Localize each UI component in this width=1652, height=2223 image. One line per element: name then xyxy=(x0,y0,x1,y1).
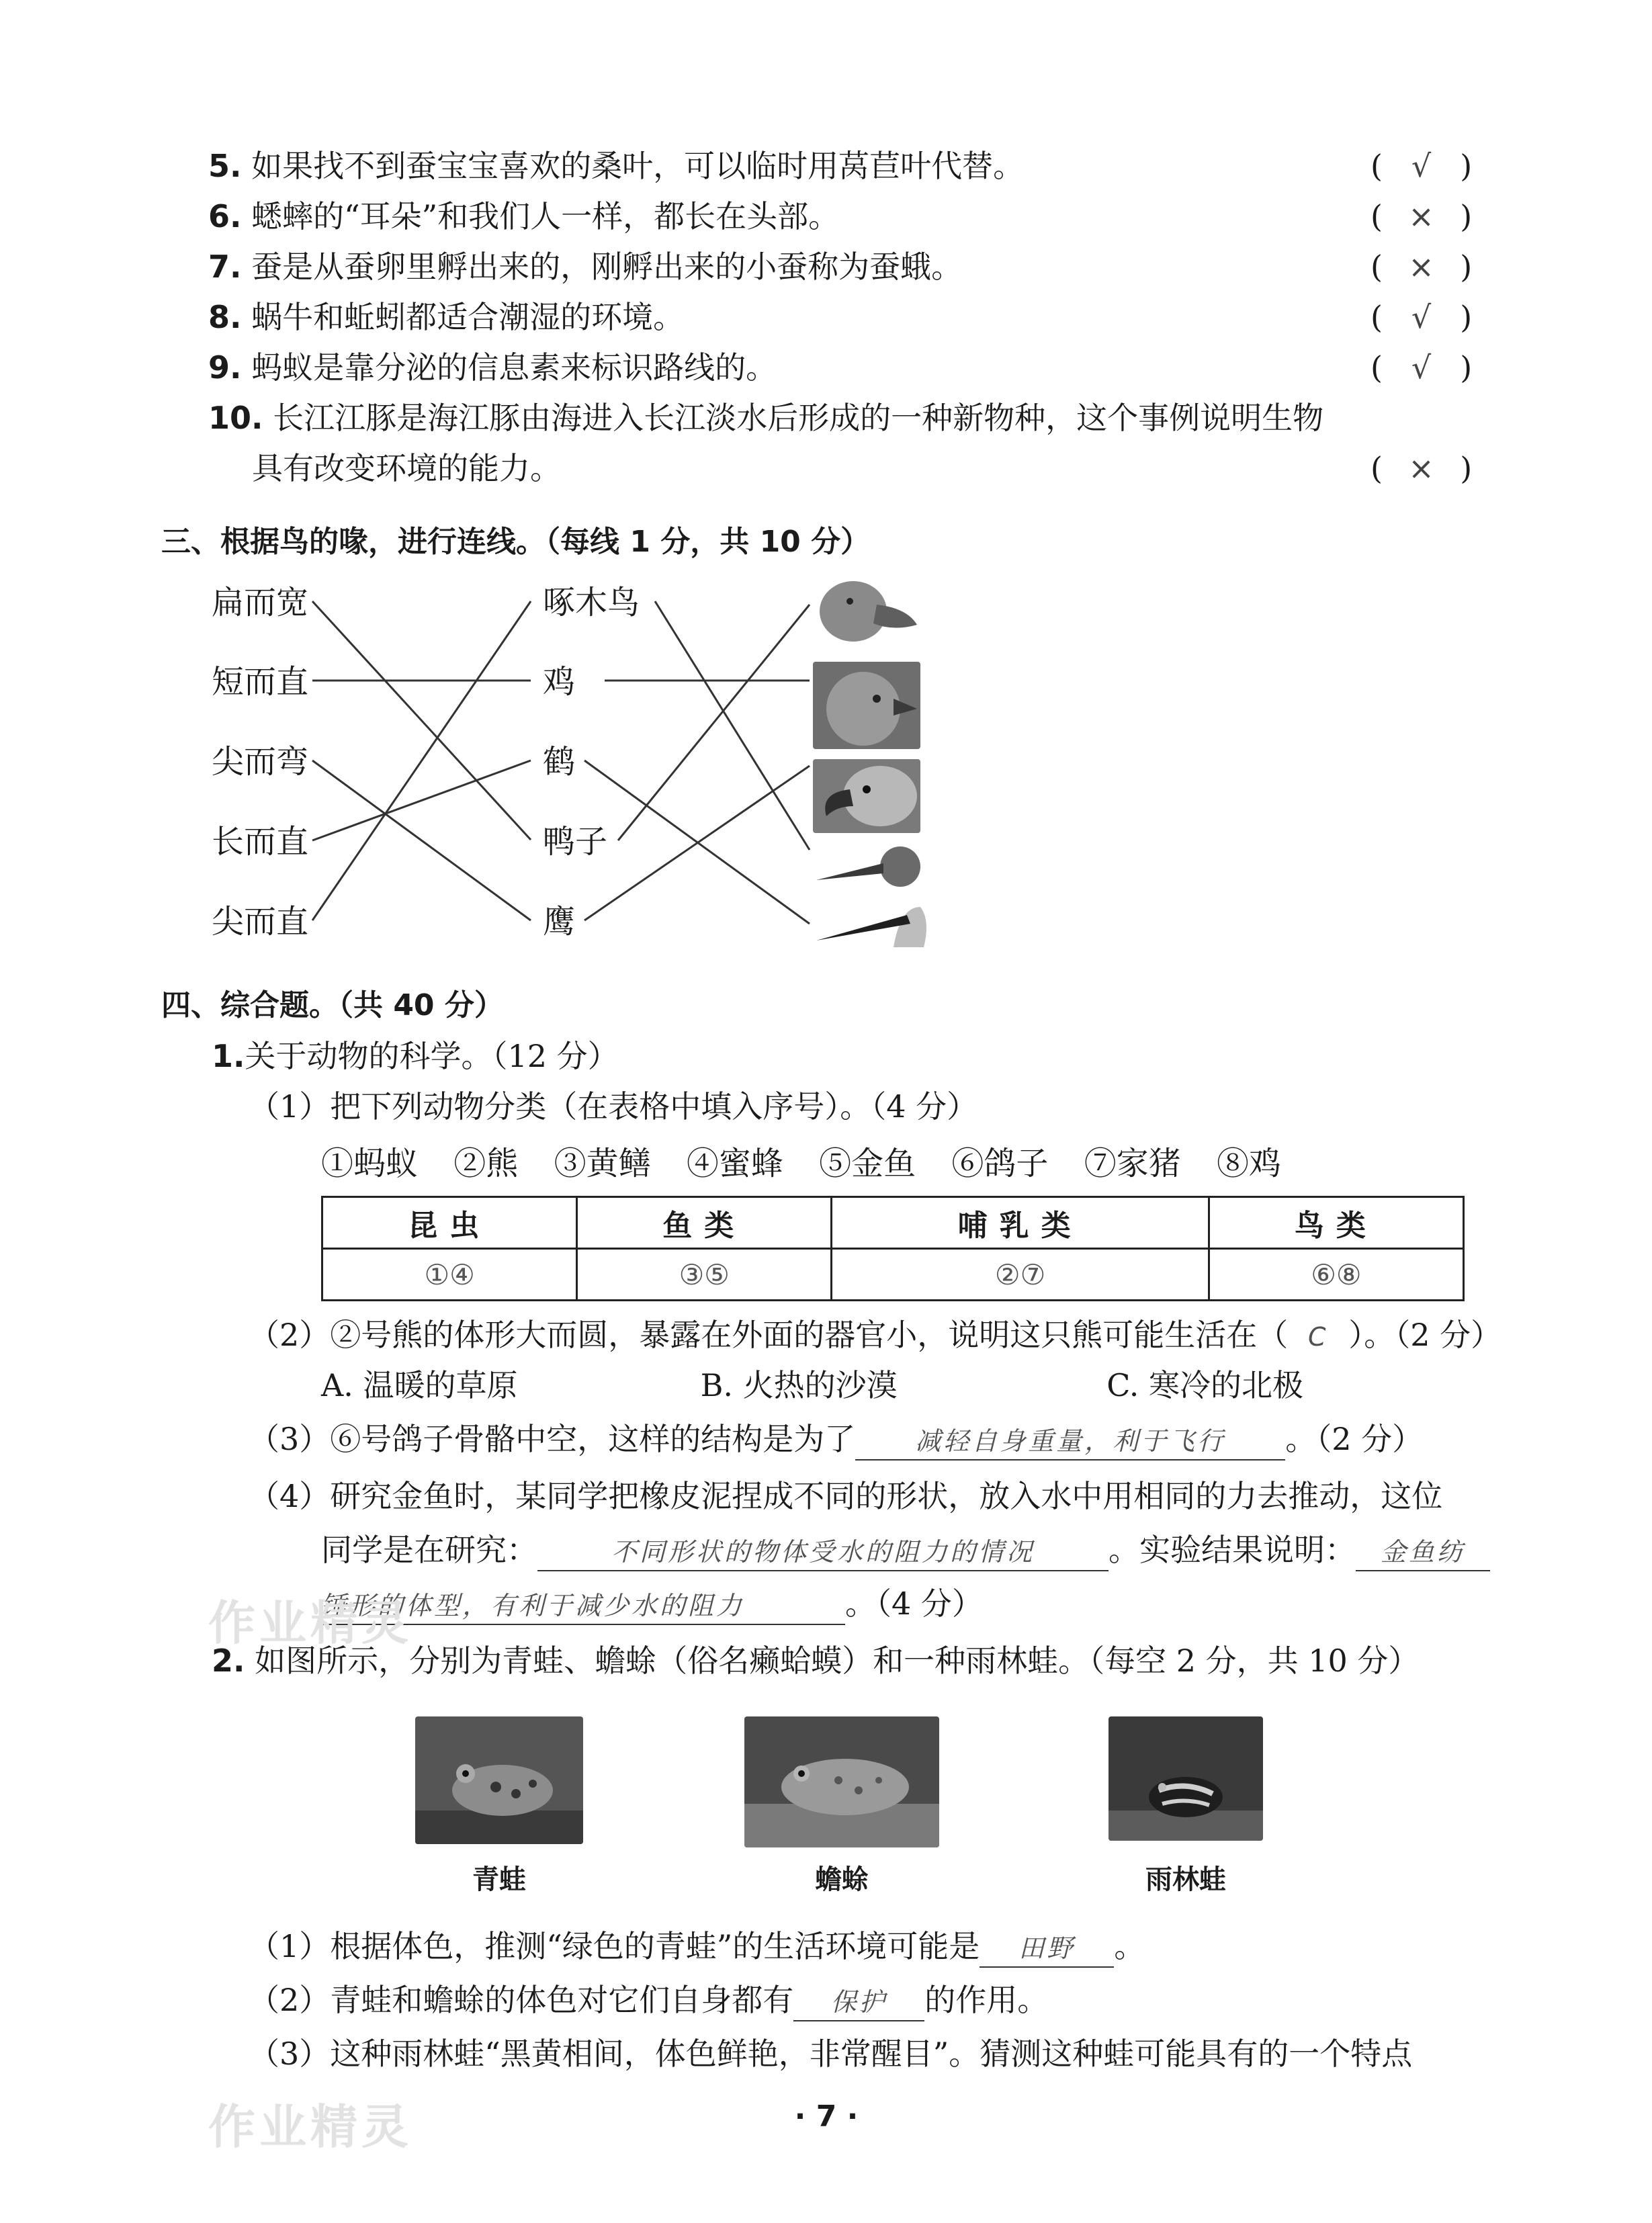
watermark-bottom: 作业精灵 xyxy=(208,2099,412,2154)
q1-part2: （2）②号熊的体形大而圆，暴露在外面的器官小，说明这只熊可能生活在（ C ）。（2 分） xyxy=(249,1313,1502,1358)
bird-label: 鸭子 xyxy=(543,823,608,861)
animal-item: ②熊 xyxy=(453,1145,519,1182)
crane-beak-image xyxy=(813,900,930,951)
q2-part1-answer[interactable]: 田野 xyxy=(980,1930,1114,1968)
q2-part3: （3）这种雨林蛙“黑黄相间，体色鲜艳，非常醒目”。猜测这种蛙可能具有的一个特点 xyxy=(249,2036,1413,2072)
tf-answer-5: ( √ ) xyxy=(1371,148,1473,184)
table-answer-cell[interactable]: ②⑦ xyxy=(832,1249,1209,1301)
q1-part4-answer2b[interactable]: 锤形的体型，有利于减少水的阻力 xyxy=(321,1587,845,1625)
match-line xyxy=(655,601,810,850)
q2-title: 2. 如图所示，分别为青蛙、蟾蜍（俗名癞蛤蟆）和一种雨林蛙。（每空 2 分，共 10 分） xyxy=(212,1643,1420,1679)
table-header: 哺乳类 xyxy=(832,1197,1209,1249)
q1-part1: （1）把下列动物分类（在表格中填入序号）。（4 分） xyxy=(249,1088,978,1125)
tf-answer-8: ( √ ) xyxy=(1371,299,1473,335)
woodpecker-beak-image xyxy=(813,843,920,890)
table-answer-cell[interactable]: ①④ xyxy=(322,1249,577,1301)
q1-part4-line1: （4）研究金鱼时，某同学把橡皮泥捏成不同的形状，放入水中用相同的力去推动，这位 xyxy=(249,1478,1443,1514)
frog-caption: 青蛙 xyxy=(472,1864,526,1895)
match-line xyxy=(584,766,810,920)
table-header: 昆虫 xyxy=(322,1197,577,1249)
animal-item: ⑦家猪 xyxy=(1084,1145,1181,1182)
animal-item: ⑥鸽子 xyxy=(951,1145,1049,1182)
match-line xyxy=(312,601,531,840)
bird-label: 鹰 xyxy=(543,903,576,941)
q1-part3: （3）⑥号鸽子骨骼中空，这样的结构是为了 减轻自身重量，利于飞行 。（2 分） xyxy=(249,1418,1423,1461)
animal-item: ⑧鸡 xyxy=(1216,1145,1281,1182)
table-row xyxy=(322,1249,1464,1301)
animal-item: ①蚂蚁 xyxy=(321,1145,419,1182)
beak-label: 扁而宽 xyxy=(212,584,309,621)
page-number: · 7 · xyxy=(794,2099,859,2134)
section4-title: 四、综合题。（共 40 分） xyxy=(161,988,504,1022)
table-answer-cell[interactable]: ③⑤ xyxy=(577,1249,832,1301)
q2-part2-answer[interactable]: 保护 xyxy=(793,1984,924,2021)
animal-item: ③黄鳝 xyxy=(554,1145,651,1182)
q1-part2-options xyxy=(321,1364,1303,1407)
table-header-row xyxy=(322,1197,1464,1249)
tf-answer-9: ( √ ) xyxy=(1371,349,1473,386)
q1-part4-line2: 同学是在研究： 不同形状的物体受水的阻力的情况 。实验结果说明： 金鱼纺 xyxy=(321,1528,1490,1571)
q1-title: 1.关于动物的科学。（12 分） xyxy=(212,1038,619,1074)
tf-answer-10: ( × ) xyxy=(1371,450,1473,486)
animal-item: ④蜜蜂 xyxy=(686,1145,783,1182)
frog-photo xyxy=(415,1716,583,1844)
q2-part2: （2）青蛙和蟾蜍的体色对它们自身都有 保护 的作用。 xyxy=(249,1978,1048,2021)
tf-item-5: 5. 如果找不到蚕宝宝喜欢的桑叶，可以临时用莴苣叶代替。 xyxy=(208,148,1025,184)
tf-item-10-line2: 具有改变环境的能力。 xyxy=(252,450,561,486)
tf-answer-7: ( × ) xyxy=(1371,249,1473,285)
q1-part2-answer[interactable]: C xyxy=(1308,1322,1329,1352)
q1-part4-answer1[interactable]: 不同形状的物体受水的阻力的情况 xyxy=(537,1534,1108,1571)
chicken-beak-image xyxy=(813,662,920,749)
match-line xyxy=(312,760,531,840)
tf-answer-6: ( × ) xyxy=(1371,198,1473,234)
animal-list xyxy=(321,1142,1281,1185)
q1-part3-answer[interactable]: 减轻自身重量，利于飞行 xyxy=(855,1423,1285,1461)
bird-label: 鹤 xyxy=(543,743,576,781)
eagle-beak-image xyxy=(813,759,920,833)
animal-item: ⑤金鱼 xyxy=(819,1145,916,1182)
beak-label: 尖而弯 xyxy=(212,743,309,781)
table-header: 鱼类 xyxy=(577,1197,832,1249)
option-b: B. 火热的沙漠 xyxy=(700,1367,898,1403)
rainforest-frog-caption: 雨林蛙 xyxy=(1145,1864,1226,1895)
tf-item-8: 8. 蜗牛和蚯蚓都适合潮湿的环境。 xyxy=(208,299,685,335)
beak-label: 短而直 xyxy=(212,663,309,701)
match-line xyxy=(312,760,531,920)
bird-label: 鸡 xyxy=(543,663,576,701)
tf-item-6: 6. 蟋蟀的“耳朵”和我们人一样，都长在头部。 xyxy=(208,198,840,234)
beak-label: 长而直 xyxy=(212,823,309,861)
table-answer-cell[interactable]: ⑥⑧ xyxy=(1209,1249,1463,1301)
tf-item-9: 9. 蚂蚁是靠分泌的信息素来标识路线的。 xyxy=(208,349,777,386)
classification-table xyxy=(321,1196,1465,1301)
toad-caption: 蟾蜍 xyxy=(815,1864,869,1895)
beak-label: 尖而直 xyxy=(212,903,309,941)
rainforest-frog-photo xyxy=(1108,1716,1263,1841)
toad-photo xyxy=(744,1716,939,1847)
q1-part4-line3: 锤形的体型，有利于减少水的阻力 。（4 分） xyxy=(321,1582,983,1625)
tf-item-10-line1: 10. 长江江豚是海江豚由海进入长江淡水后形成的一种新物种，这个事例说明生物 xyxy=(208,400,1324,436)
q2-part1: （1）根据体色，推测“绿色的青蛙”的生活环境可能是 田野 。 xyxy=(249,1925,1145,1968)
option-a: A. 温暖的草原 xyxy=(321,1367,518,1403)
table-header: 鸟类 xyxy=(1209,1197,1463,1249)
option-c: C. 寒冷的北极 xyxy=(1106,1367,1304,1403)
bird-label: 啄木鸟 xyxy=(543,584,640,621)
section3-title: 三、根据鸟的喙，进行连线。（每线 1 分，共 10 分） xyxy=(161,525,871,559)
watermark-top: 作业精灵 xyxy=(208,1596,412,1651)
duck-beak-image xyxy=(813,571,920,648)
q1-part4-answer2a[interactable]: 金鱼纺 xyxy=(1356,1534,1490,1571)
match-line xyxy=(312,601,531,920)
tf-item-7: 7. 蚕是从蚕卵里孵出来的，刚孵出来的小蚕称为蚕蛾。 xyxy=(208,249,963,285)
